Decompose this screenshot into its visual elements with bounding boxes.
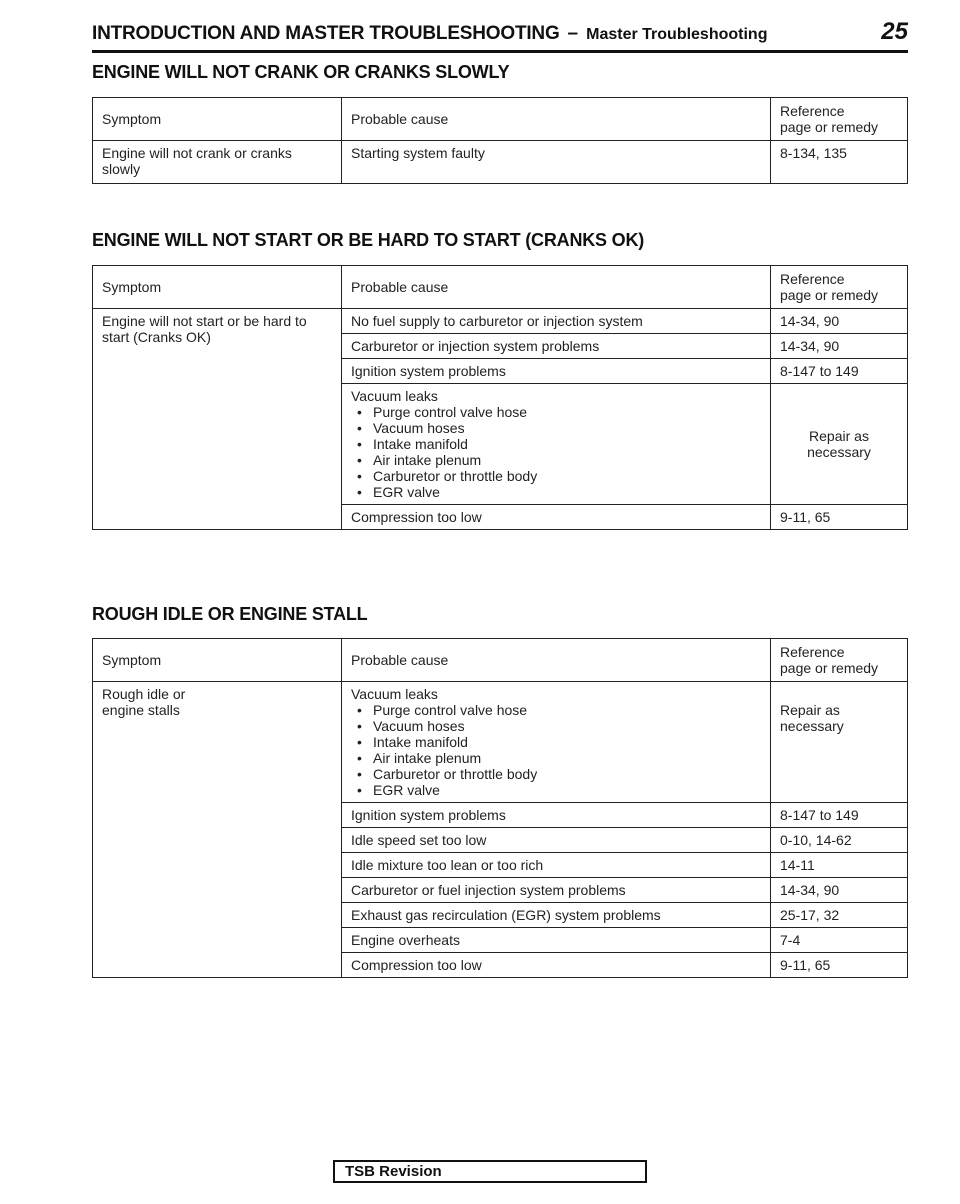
list-item: • Intake manifold — [357, 734, 761, 750]
table-row — [93, 682, 908, 803]
list-item: • EGR valve — [357, 782, 761, 798]
list-item: • Air intake plenum — [357, 452, 761, 468]
section-title-no-crank: ENGINE WILL NOT CRANK OR CRANKS SLOWLY — [92, 62, 510, 82]
ref-cell: 9-11, 65 — [771, 953, 908, 978]
cause-cell: Exhaust gas recirculation (EGR) system problems — [342, 903, 771, 928]
cause-cell: Compression too low — [342, 505, 771, 530]
col-reference: Reference page or remedy — [771, 98, 908, 141]
table-no-crank — [92, 97, 908, 184]
col-symptom: Symptom — [93, 639, 342, 682]
symptom-cell: Engine will not start or be hard to start (Cranks OK) — [93, 309, 342, 530]
table-no-start — [92, 265, 908, 530]
cause-heading: Vacuum leaks — [351, 388, 438, 404]
list-item: • Purge control valve hose — [357, 702, 761, 718]
cause-cell: Compression too low — [342, 953, 771, 978]
list-item: • Carburetor or throttle body — [357, 468, 761, 484]
ref-cell: 8-147 to 149 — [771, 803, 908, 828]
col-reference: Reference page or remedy — [771, 639, 908, 682]
ref-cell: 9-11, 65 — [771, 505, 908, 530]
ref-cell: 8-134, 135 — [771, 141, 908, 184]
table-row — [93, 141, 908, 184]
section-title-no-start: ENGINE WILL NOT START OR BE HARD TO START (CRANKS OK) — [92, 230, 645, 250]
col-reference: Reference page or remedy — [771, 266, 908, 309]
ref-cell: 0-10, 14-62 — [771, 828, 908, 853]
symptom-cell: Rough idle or engine stalls — [93, 682, 342, 978]
cause-list — [351, 404, 761, 500]
list-item: • Purge control valve hose — [357, 404, 761, 420]
ref-cell: Repair as necessary — [771, 682, 908, 803]
cause-cell: Carburetor or injection system problems — [342, 334, 771, 359]
ref-cell: 25-17, 32 — [771, 903, 908, 928]
table-header-row — [93, 266, 908, 309]
page-header — [92, 18, 908, 53]
list-item: • Carburetor or throttle body — [357, 766, 761, 782]
section-title-rough-idle: ROUGH IDLE OR ENGINE STALL — [92, 604, 368, 624]
cause-cell: Engine overheats — [342, 928, 771, 953]
list-item: • Vacuum hoses — [357, 420, 761, 436]
chapter-title: INTRODUCTION AND MASTER TROUBLESHOOTING — [92, 23, 560, 44]
symptom-cell: Engine will not crank or cranks slowly — [93, 141, 342, 184]
cause-cell: Ignition system problems — [342, 359, 771, 384]
cause-list — [351, 702, 761, 798]
table-row — [93, 309, 908, 334]
ref-cell: 14-34, 90 — [771, 309, 908, 334]
list-item: • Vacuum hoses — [357, 718, 761, 734]
table-rough-idle — [92, 638, 908, 978]
cause-cell: Starting system faulty — [342, 141, 771, 184]
ref-cell: 14-34, 90 — [771, 878, 908, 903]
tsb-revision-box: TSB Revision — [333, 1160, 647, 1183]
ref-cell: 14-11 — [771, 853, 908, 878]
ref-cell: Repair as necessary — [771, 384, 908, 505]
cause-cell: Ignition system problems — [342, 803, 771, 828]
list-item: • Intake manifold — [357, 436, 761, 452]
cause-cell — [342, 682, 771, 803]
header-dash: – — [567, 23, 579, 44]
cause-cell: Carburetor or fuel injection system problems — [342, 878, 771, 903]
col-symptom: Symptom — [93, 266, 342, 309]
table-header-row — [93, 98, 908, 141]
section-name: Master Troubleshooting — [586, 26, 768, 43]
cause-cell: No fuel supply to carburetor or injection system — [342, 309, 771, 334]
ref-cell: 8-147 to 149 — [771, 359, 908, 384]
table-header-row — [93, 639, 908, 682]
col-cause: Probable cause — [342, 639, 771, 682]
ref-cell: 7-4 — [771, 928, 908, 953]
col-cause: Probable cause — [342, 266, 771, 309]
list-item: • Air intake plenum — [357, 750, 761, 766]
cause-cell: Idle speed set too low — [342, 828, 771, 853]
cause-heading: Vacuum leaks — [351, 686, 438, 702]
cause-cell — [342, 384, 771, 505]
col-cause: Probable cause — [342, 98, 771, 141]
ref-cell: 14-34, 90 — [771, 334, 908, 359]
cause-cell: Idle mixture too lean or too rich — [342, 853, 771, 878]
col-symptom: Symptom — [93, 98, 342, 141]
list-item: • EGR valve — [357, 484, 761, 500]
page-number: 25 — [881, 18, 908, 45]
